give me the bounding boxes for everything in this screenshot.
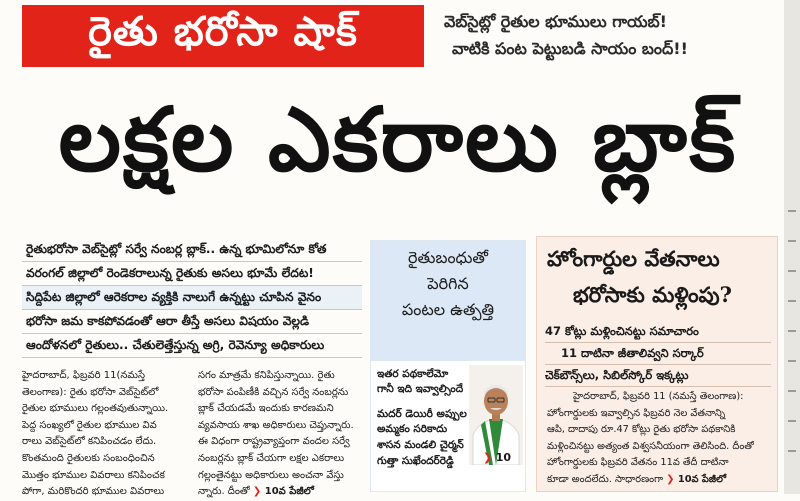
jump-arrow-icon: ❯	[252, 486, 262, 498]
headline-line: పెరిగిన	[427, 274, 469, 293]
body-line: రాలు వెబ్‌సైట్‌లో కనిపించడం లేదు.	[22, 436, 157, 448]
body-line: వ్యవసాయ శాఖ అధికారులు చెప్తున్నారు.	[198, 419, 354, 431]
edge-mark	[788, 390, 796, 392]
story-point: చెక్‌బౌన్స్‌లు, సిబిల్‌స్కోర్ ఇక్కట్లు	[545, 365, 771, 387]
edge-mark	[788, 330, 796, 332]
home-guards-headline	[547, 241, 769, 313]
body-line: ఈ విధంగా రాష్ట్రవ్యాప్తంగా వందల సర్వే	[198, 436, 350, 448]
body-line: బ్లాక్ చేయడమే ఇందుకు కారణమని	[198, 403, 334, 415]
body-line: భరోసా పంపిణీకి వచ్చిన సర్వే నంబర్లను	[198, 386, 349, 398]
edge-mark	[788, 270, 796, 272]
sidebar-story-points	[377, 367, 467, 447]
body-line: ఆపి, దాదాపు రూ.47 కోట్లు రైతు భరోసా పథకానికి	[547, 424, 736, 436]
edge-mark	[788, 360, 796, 362]
main-headline	[18, 70, 778, 230]
body-line: కొంతమంది రైతులకు సంబంధించిన	[22, 452, 155, 464]
page-jump-label: 10వ పేజీలో	[264, 486, 314, 498]
home-guards-body	[547, 389, 769, 489]
subheadline-1: వెబ్‌సైట్లో రైతుల భూములు గాయబ్!	[444, 12, 667, 31]
byline-line: గుత్తా సుఖేందర్‌రెడ్డి	[377, 455, 454, 467]
edge-mark	[788, 420, 796, 422]
body-line: నంబర్లను బ్లాక్ చేయగా లక్షల ఎకరాలు	[198, 452, 345, 464]
page-jump-link[interactable]	[666, 474, 726, 485]
home-guards-story-box	[536, 236, 778, 492]
story-point-line: గానీ ఇది ఇవ్వాల్సిందే	[377, 383, 464, 395]
headline-line: హోంగార్డుల వేతనాలు	[547, 246, 720, 271]
body-line: హోంగార్డులకు ఇవ్వాల్సిన ఫిబ్రవరి నెల వేతనాన్ని	[547, 407, 726, 419]
edge-mark	[788, 240, 796, 242]
story-point-line: అమ్మకం సరికాదు	[377, 423, 448, 435]
body-column-2	[198, 368, 363, 501]
body-line: తెలంగాణ): రైతు భరోసా వెబ్‌సైట్‌లో	[22, 386, 159, 398]
lead-point: సిద్దిపేట జిల్లాలో ఆరెకరాల వ్యక్తికి నాలుగే ఉన్నట్టు చూపిన వైనం	[22, 286, 362, 310]
main-headline-text: లక్షల ఎకరాలు బ్లాక్	[58, 87, 738, 191]
subheadline-2: వాటికి పంట పెట్టుబడి సాయం బంద్!!	[452, 39, 688, 58]
body-line: మళ్లించినట్టు అత్యంత విశ్వసనీయంగా తెలిసింది. దీంతో	[547, 440, 754, 452]
byline-line: శాసన మండలి చైర్మన్	[377, 439, 464, 451]
body-line: హైదరాబాద్, ఫిబ్రవరి 11 (నమస్తే తెలంగాణ):	[573, 391, 744, 402]
lead-point: ఆందోళనలో రైతులు.. చేతులెత్తేస్తున్న అగ్రి, రెవెన్యూ అధికారులు	[22, 334, 362, 358]
body-line: మొత్తం భూముల వివరాలు కనిపించక	[22, 469, 165, 481]
headline-line: రైతుబంధుతో	[407, 248, 489, 267]
body-line-end: న్నారు. దీంతో	[198, 486, 250, 498]
body-line: రైతుల భూములు గల్లంతవుతున్నాయి.	[22, 403, 169, 415]
lead-point: రైతుభరోసా వెబ్‌సైట్లో సర్వే నంబర్ల బ్లాక్.. ఉన్న భూమిలోనూ కోత	[22, 238, 362, 262]
body-line: పోగా, మరికొందరి భూముల వివరాలు	[22, 486, 165, 498]
body-column-1	[22, 368, 187, 501]
page-jump-link[interactable]	[483, 451, 511, 464]
kicker-text: రైతు భరోసా షాక్	[88, 7, 358, 55]
body-line: హోంగార్డులకు ఫిబ్రవరి వేతనం 11వ తేదీ దాటినా	[547, 457, 729, 469]
body-line-end: కూడా అందలేదు. సాధారణంగా	[547, 473, 664, 485]
headline-line: భరోసాకు మళ్లింపు?	[573, 282, 732, 307]
edge-mark	[788, 450, 796, 452]
body-line	[547, 472, 769, 489]
home-guards-points	[545, 321, 771, 387]
page-jump-link[interactable]	[253, 486, 314, 497]
main-story-body	[22, 368, 366, 498]
lead-point: భరోసా జమ కాకపోవడంతో ఆరా తీస్తే అసలు విషయం వెల్లడి	[22, 310, 362, 334]
story-point: 47 కోట్లు మళ్లించినట్టు సమాచారం	[545, 321, 771, 343]
subheadlines	[444, 8, 774, 62]
body-line	[198, 484, 363, 501]
jump-arrow-icon: ❯	[666, 473, 675, 485]
body-line: సగం మాత్రమే కనిపిస్తున్నాయి. రైతు	[198, 370, 335, 381]
page-jump-label: 10వ పేజీలో	[677, 473, 727, 485]
sidebar-story-box	[370, 240, 526, 492]
kicker-banner	[22, 5, 424, 67]
story-point-line: మదర్ డెయిరీ అప్పుల	[377, 408, 467, 420]
body-line: గల్లంతైనట్టు అధికారులు అంచనా వేస్తు	[198, 469, 344, 481]
lead-points	[22, 238, 362, 358]
edge-mark	[788, 210, 796, 212]
story-point	[377, 407, 467, 437]
headline-line: పంటల ఉత్పత్తి	[401, 300, 495, 319]
jump-arrow-icon: ❯	[483, 451, 493, 464]
edge-mark	[788, 300, 796, 302]
body-line: హైదరాబాద్, ఫిబ్రవరి 11(నమస్తే	[22, 370, 145, 381]
page-edge-strip	[784, 0, 800, 494]
lead-point: వరంగల్ జిల్లాలో రెండెకరాలున్న రైతుకు అసలు భూమే లేదట!	[22, 262, 362, 286]
story-point: 11 దాటినా జీతాలివ్వని సర్కార్	[545, 343, 771, 365]
story-point-line: ఇతర పథకాలేమో	[377, 368, 449, 380]
body-line: పెద్ద సంఖ్యలో రైతుల భూముల వివ	[22, 419, 157, 431]
story-point	[377, 367, 467, 397]
sidebar-story-headline	[371, 241, 525, 361]
page-jump-label: 10	[495, 451, 512, 464]
